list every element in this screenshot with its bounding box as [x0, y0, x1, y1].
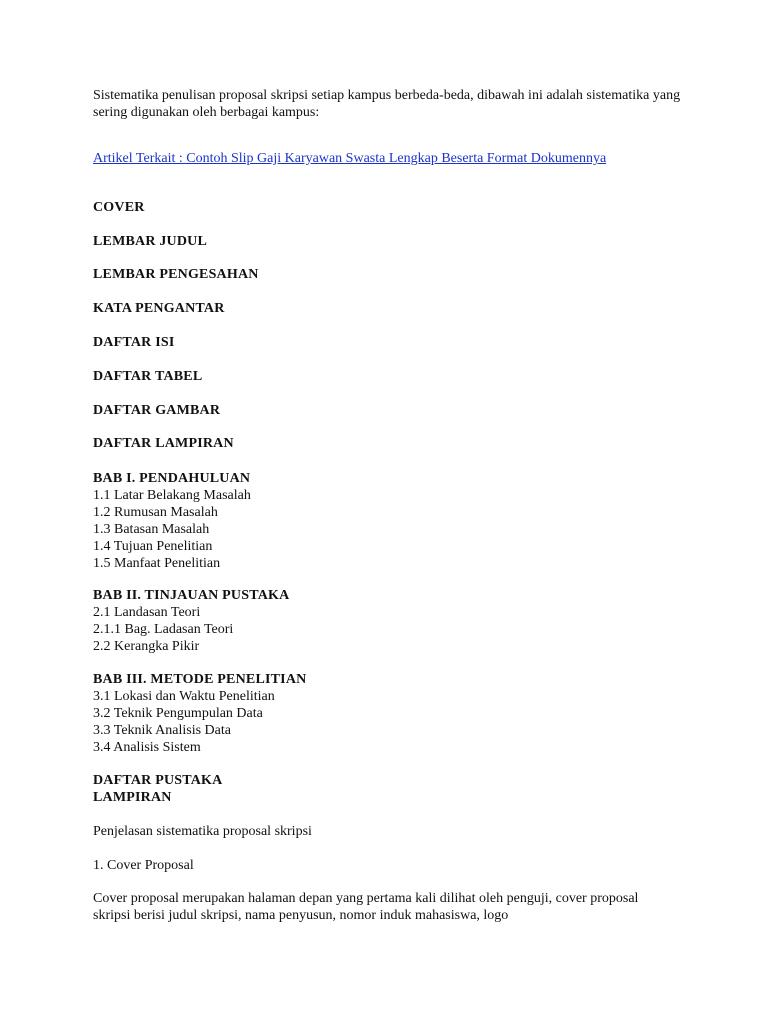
- related-article-link[interactable]: [93, 151, 606, 166]
- bab3-item: 3.4 Analisis Sistem: [93, 740, 201, 755]
- toc-cover: COVER: [93, 200, 145, 215]
- bab3-item: 3.3 Teknik Analisis Data: [93, 723, 231, 738]
- bab2-item: 2.1.1 Bag. Ladasan Teori: [93, 622, 234, 637]
- toc-bab1: [93, 470, 251, 572]
- bab3-title: BAB III. METODE PENELITIAN: [93, 672, 307, 687]
- toc-daftar-tabel: DAFTAR TABEL: [93, 369, 203, 384]
- bab1-title: BAB I. PENDAHULUAN: [93, 471, 251, 486]
- bab2-title: BAB II. TINJAUAN PUSTAKA: [93, 588, 290, 603]
- related-article-title: Contoh Slip Gaji Karyawan Swasta Lengkap Beserta Format Dokumennya: [186, 151, 607, 166]
- toc-lampiran: LAMPIRAN: [93, 790, 172, 805]
- toc-daftar-gambar: DAFTAR GAMBAR: [93, 403, 221, 418]
- toc-bab3: [93, 671, 306, 756]
- bab2-item: 2.2 Kerangka Pikir: [93, 639, 200, 654]
- explanation-heading: Penjelasan sistematika proposal skripsi: [93, 824, 312, 839]
- bab1-item: 1.5 Manfaat Penelitian: [93, 556, 221, 571]
- toc-end: [93, 772, 222, 806]
- section-1-title: 1. Cover Proposal: [93, 858, 194, 873]
- toc-daftar-isi: DAFTAR ISI: [93, 335, 175, 350]
- bab1-item: 1.4 Tujuan Penelitian: [93, 539, 213, 554]
- toc-bab2: [93, 587, 289, 655]
- intro-paragraph: Sistematika penulisan proposal skripsi setiap kampus berbeda-beda, dibawah ini adalah sistematika yang sering digunakan oleh berbagai kampus:: [93, 88, 681, 120]
- toc-kata-pengantar: KATA PENGANTAR: [93, 301, 225, 316]
- toc-daftar-lampiran: DAFTAR LAMPIRAN: [93, 436, 234, 451]
- bab2-item: 2.1 Landasan Teori: [93, 605, 201, 620]
- bab1-item: 1.3 Batasan Masalah: [93, 522, 210, 537]
- bab3-item: 3.1 Lokasi dan Waktu Penelitian: [93, 689, 275, 704]
- related-article-line: [93, 150, 606, 167]
- bab1-item: 1.1 Latar Belakang Masalah: [93, 488, 251, 503]
- toc-lembar-judul: LEMBAR JUDUL: [93, 234, 208, 249]
- section-1-body: Cover proposal merupakan halaman depan yang pertama kali dilihat oleh penguji, cover proposal skripsi berisi judul skripsi, nama penyusun, nomor induk mahasiswa, logo: [93, 891, 639, 923]
- bab1-item: 1.2 Rumusan Masalah: [93, 505, 218, 520]
- bab3-item: 3.2 Teknik Pengumpulan Data: [93, 706, 263, 721]
- related-article-prefix: Artikel Terkait :: [93, 151, 187, 166]
- toc-daftar-pustaka: DAFTAR PUSTAKA: [93, 773, 223, 788]
- toc-lembar-pengesahan: LEMBAR PENGESAHAN: [93, 267, 259, 282]
